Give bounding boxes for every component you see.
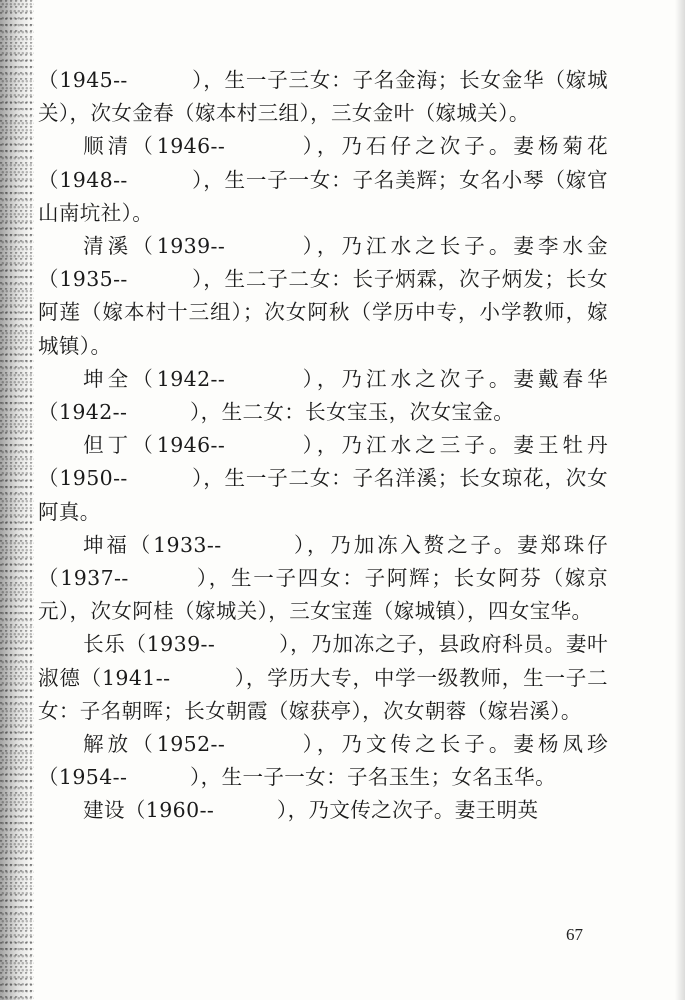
page-number: 67 [566, 925, 583, 944]
paragraph: （1945-- ），生一子三女：子名金海；长女金华（嫁城关），次女金春（嫁本村三组），三女金叶（嫁城关）。 [38, 68, 608, 126]
edge-shadow [675, 0, 685, 1000]
paragraph: 坤福（1933-- ），乃加冻入赘之子。妻郑珠仔（1937-- ），生一子四女：子阿辉；长女阿芬（嫁京元），次女阿桂（嫁城关），三女宝莲（嫁城镇），四女宝华。 [38, 532, 608, 624]
paragraph: 长乐（1939-- ），乃加冻之子，县政府科员。妻叶淑德（1941-- ），学历大专，中学一级教师，生一子二女：子名朝晖；长女朝霞（嫁获亭），次女朝蓉（嫁岩溪）。 [38, 632, 608, 723]
paragraph: 顺清（1946-- ），乃石仔之次子。妻杨菊花（1948-- ），生一子一女：子名美辉；女名小琴（嫁官山南坑社）。 [38, 134, 608, 225]
paragraph: 但丁（1946-- ），乃江水之三子。妻王牡丹（1950-- ），生一子二女：子名洋溪；长女琼花，次女阿真。 [38, 433, 608, 524]
body-text [38, 64, 608, 828]
paragraph: 建设（1960-- ），乃文传之次子。妻王明英 [83, 798, 539, 823]
binding-shadow [0, 0, 34, 1000]
paragraph: 坤全（1942-- ），乃江水之次子。妻戴春华（1942-- ），生二女：长女宝玉，次女宝金。 [38, 366, 608, 425]
paragraph: 解放（1952-- ），乃文传之长子。妻杨凤珍（1954-- ），生一子一女：子名玉生；女名玉华。 [38, 732, 608, 790]
paragraph: 清溪（1939-- ），乃江水之长子。妻李水金（1935-- ），生二子二女：长子炳霖，次子炳发；长女阿莲（嫁本村十三组）；次女阿秋（学历中专，小学教师，嫁城镇）。 [38, 234, 608, 358]
